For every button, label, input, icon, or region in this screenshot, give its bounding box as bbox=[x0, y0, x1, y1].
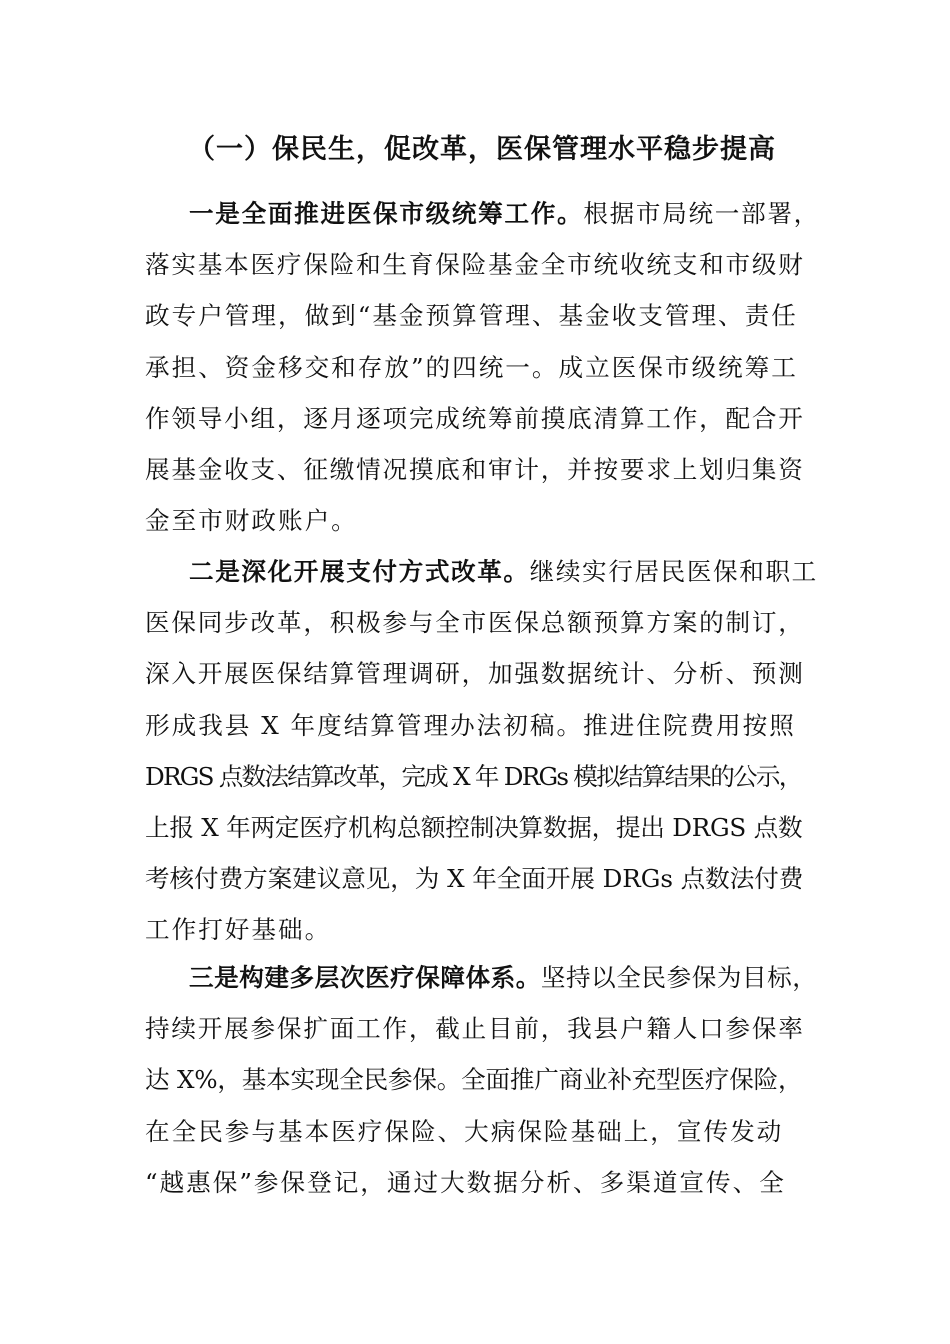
paragraph-line: 工作打好基础。 bbox=[145, 915, 332, 945]
paragraph-line: 政专户管理，做到“基金预算管理、基金收支管理、责任 bbox=[145, 301, 798, 331]
paragraph-line: 医保同步改革，积极参与全市医保总额预算方案的制订， bbox=[145, 608, 805, 638]
paragraph-line: “越惠保”参保登记，通过大数据分析、多渠道宣传、全 bbox=[145, 1167, 786, 1197]
paragraph-multi-level-security bbox=[145, 952, 818, 1208]
paragraph-line: 上报 X 年两定医疗机构总额控制决算数据，提出 DRGS 点数 bbox=[145, 813, 803, 843]
paragraph-line: 在全民参与基本医疗保险、大病保险基础上，宣传发动 bbox=[145, 1116, 784, 1146]
paragraph-payment-reform bbox=[145, 546, 818, 956]
paragraph-line: 展基金收支、征缴情况摸底和审计，并按要求上划归集资 bbox=[145, 455, 805, 485]
paragraph-line bbox=[145, 952, 818, 1003]
paragraph-line: 承担、资金移交和存放”的四统一。成立医保市级统筹工 bbox=[145, 352, 798, 382]
paragraph-municipal-coordination bbox=[145, 188, 820, 546]
paragraph-line: 落实基本医疗保险和生育保险基金全市统收统支和市级财 bbox=[145, 250, 805, 280]
paragraph-text: 继续实行居民医保和职工 bbox=[529, 557, 818, 586]
paragraph-line: 达 X%，基本实现全民参保。全面推广商业补充型医疗保险， bbox=[145, 1065, 803, 1095]
paragraph-line: 考核付费方案建议意见，为 X 年全面开展 DRGs 点数法付费 bbox=[145, 864, 804, 894]
paragraph-line bbox=[145, 546, 818, 597]
paragraph-line: 作领导小组，逐月逐项完成统筹前摸底清算工作，配合开 bbox=[145, 403, 805, 433]
paragraph-lead: 一是全面推进医保市级统筹工作。 bbox=[189, 199, 584, 228]
section-heading: （一）保民生，促改革，医保管理水平稳步提高 bbox=[188, 134, 776, 165]
paragraph-line: 深入开展医保结算管理调研，加强数据统计、分析、预测 bbox=[145, 659, 805, 689]
paragraph-lead: 二是深化开展支付方式改革。 bbox=[189, 557, 530, 586]
paragraph-line: 金至市财政账户。 bbox=[145, 506, 358, 536]
paragraph-line bbox=[145, 188, 820, 239]
paragraph-text: 根据市局统一部署， bbox=[583, 199, 820, 228]
paragraph-lead: 三是构建多层次医疗保障体系。 bbox=[189, 963, 541, 992]
paragraph-line: 持续开展参保扩面工作，截止目前，我县户籍人口参保率 bbox=[145, 1014, 805, 1044]
paragraph-line: DRGS 点数法结算改革，完成 X 年 DRGs 模拟结算结果的公示， bbox=[145, 761, 802, 791]
paragraph-text: 坚持以全民参保为目标， bbox=[540, 963, 818, 992]
paragraph-line: 形成我县 X 年度结算管理办法初稿。推进住院费用按照 bbox=[145, 710, 796, 740]
